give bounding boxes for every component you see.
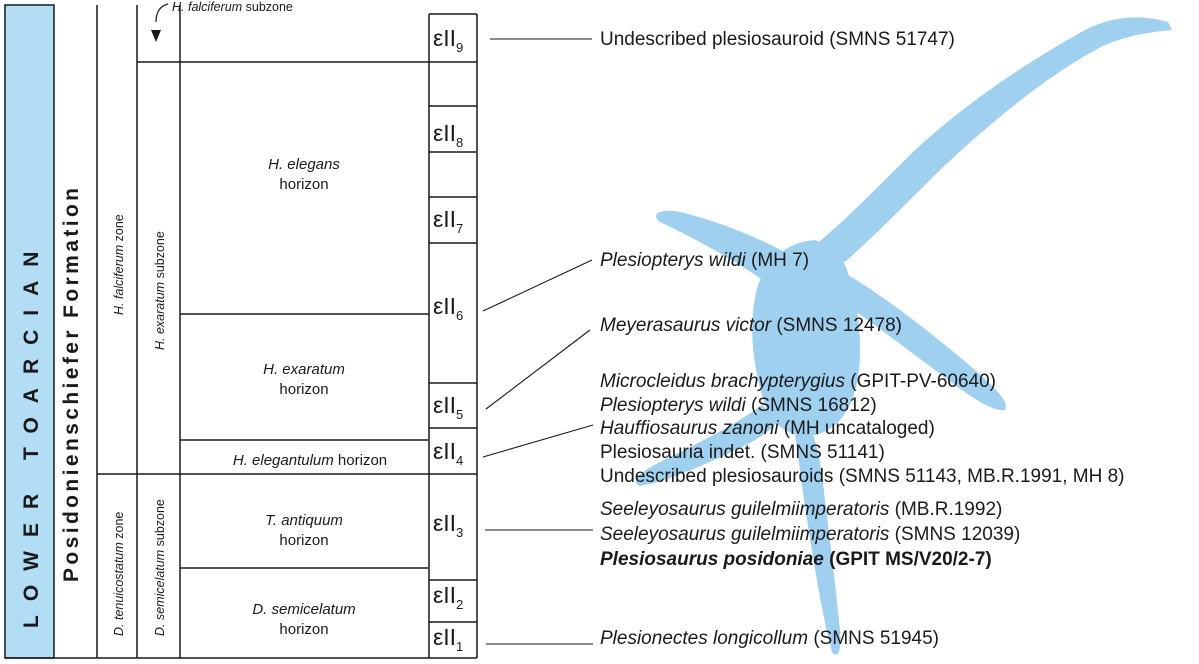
formation-label: Posidonienschiefer Formation [60,184,83,582]
bed-label: εII$_2$ [433,582,464,612]
taxon-entry: Plesiosauria indet. (SMNS 51141) [600,442,885,463]
taxon-entry: Microcleidus brachypterygius (GPIT-PV-60640) [600,371,997,392]
taxon-entry-holotype: Plesiosaurus posidoniae (GPIT MS/V20/2-7) [600,549,992,570]
horizon-antiquum-word: horizon [279,532,329,549]
horizon-antiquum-name: T. antiquum [265,512,343,529]
bed-label: εII$_9$ [433,25,464,55]
arrowhead-icon [151,30,161,42]
horizon-exaratum-word: horizon [279,381,329,398]
horizon-elegans-name: H. elegans [268,156,340,173]
taxon-entry: Undescribed plesiosauroid (SMNS 51747) [600,29,955,50]
taxon-entry: Plesionectes longicollum (SMNS 51945) [600,628,940,649]
horizon-elegans-word: horizon [279,176,329,193]
taxon-entry: Seeleyosaurus guilelmiimperatoris (SMNS 12039) [600,524,1021,545]
horizon-semicelatum [252,601,355,638]
taxon-entry: Seeleyosaurus guilelmiimperatoris (MB.R.1992) [600,499,1003,520]
horizon-semicelatum-word: horizon [279,621,329,638]
bed-label: εII$_8$ [433,120,464,150]
horizon-antiquum [265,512,343,549]
connector-lines [483,39,593,644]
horizon-elegantulum: H. elegantulum horizon [232,452,388,469]
bed-label: εII$_1$ [433,624,464,654]
stage-label: LOWER TOARCIAN [20,237,43,628]
taxon-entry: Meyerasaurus victor (SMNS 12478) [600,315,903,336]
bed-label: εII$_5$ [433,392,464,422]
taxon-entry: Undescribed plesiosauroids (SMNS 51143, MB.R.1991, MH 8) [600,466,1125,487]
taxon-entry: Hauffiosaurus zanoni (MH uncataloged) [600,418,935,439]
horizon-elegans [268,156,340,193]
taxon-entry: Plesiopterys wildi (MH 7) [600,250,810,271]
subzone-exaratum-label: H. exaratum subzone [153,231,167,350]
arrow-icon [156,4,168,22]
bed-label: εII$_3$ [433,510,464,540]
horizon-semicelatum-name: D. semicelatum [252,601,356,618]
taxon-entry: Plesiopterys wildi (SMNS 16812) [600,395,877,416]
zone-tenuicostatum-label: D. tenuicostatum zone [112,511,126,636]
zone-falciferum-label: H. falciferum zone [112,214,126,315]
bed-label: εII$_6$ [433,293,464,323]
horizon-exaratum-name: H. exaratum [263,361,345,378]
bed-label: εII$_7$ [433,206,464,236]
top-subzone-label: H. falciferum subzone [172,0,293,14]
bed-label: εII$_4$ [433,438,464,468]
subzone-semicelatum-label: D. semicelatum subzone [153,499,167,636]
horizon-exaratum [263,361,345,398]
